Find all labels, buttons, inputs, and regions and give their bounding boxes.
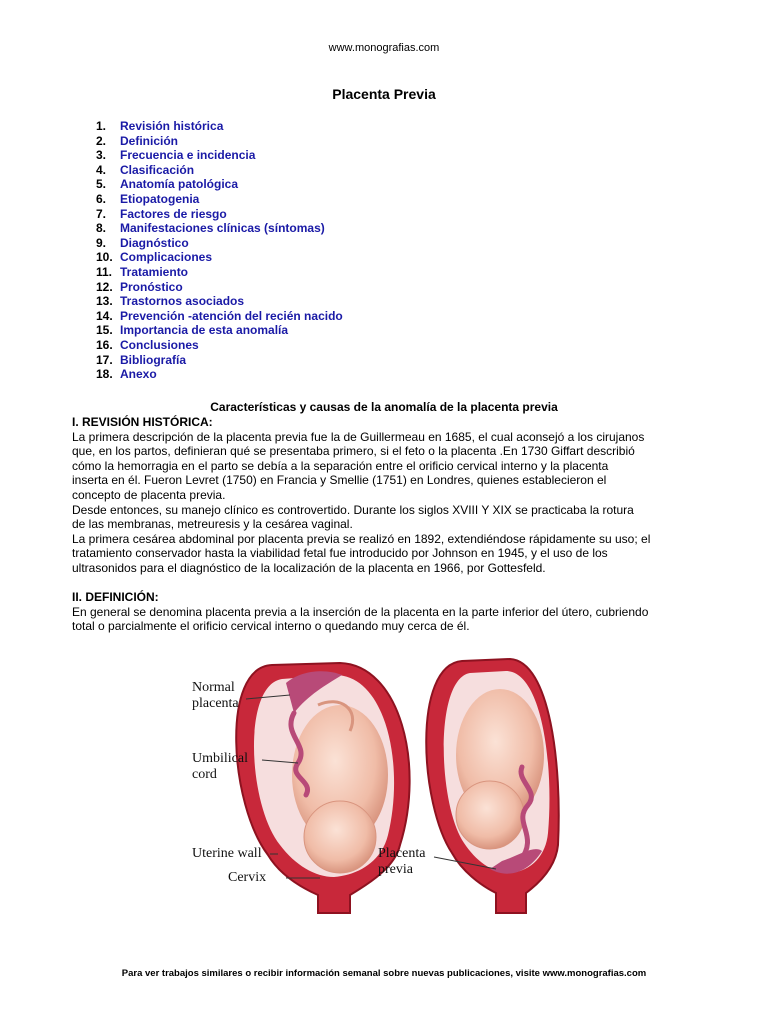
toc-item[interactable]: 10. Complicaciones: [96, 250, 213, 265]
toc-item[interactable]: 16. Conclusiones: [96, 337, 199, 352]
toc-item[interactable]: 6. Etiopatogenia: [96, 191, 200, 206]
label-placenta-previa: Placenta previa: [378, 846, 426, 877]
header-url: www.monografias.com: [328, 42, 440, 54]
paragraph-line: inserta en él. Fueron Levret (1750) en Francia y Smellie (1751) en Londres, quienes establecieron el: [72, 473, 607, 488]
toc-item[interactable]: 7. Factores de riesgo: [96, 206, 227, 221]
table-of-contents: [96, 119, 343, 382]
toc-link[interactable]: Definición: [120, 133, 179, 148]
fetus-head-left: [304, 801, 376, 873]
toc-item[interactable]: 14. Prevención -atención del recién nacido: [96, 308, 343, 323]
toc-item[interactable]: 4. Clasificación: [96, 162, 195, 177]
placenta-illustration: [190, 655, 560, 917]
paragraph-line: tratamiento conservador hasta la viabilidad fetal fue introducido por Johnson en 1945, y el uso de los: [72, 546, 608, 561]
label-normal-placenta: Normal placenta: [192, 680, 239, 711]
paragraph-line: ultrasonidos para el diagnóstico de la localización de la placenta en 1966, por Gottesfeld.: [72, 560, 546, 575]
section-definicion: [72, 590, 702, 634]
toc-link[interactable]: Bibliografía: [120, 352, 187, 367]
toc-link[interactable]: Revisión histórica: [120, 119, 224, 133]
toc-link[interactable]: Complicaciones: [120, 250, 213, 265]
toc-item[interactable]: 15. Importancia de esta anomalía: [96, 323, 289, 338]
toc-link[interactable]: Frecuencia e incidencia: [120, 148, 256, 163]
paragraph-line: concepto de placenta previa.: [72, 487, 226, 502]
paragraph-line: Desde entonces, su manejo clínico es controvertido. Durante los siglos XVIII Y XIX se practicaba la rotura: [72, 502, 634, 517]
toc-item[interactable]: 13. Trastornos asociados: [96, 294, 245, 309]
toc-item[interactable]: 17. Bibliografía: [96, 352, 187, 367]
paragraph-line: total o parcialmente el orificio cervical interno o quedando muy cerca de él.: [72, 619, 470, 634]
paragraph-line: de las membranas, metreuresis y la cesárea vaginal.: [72, 517, 353, 532]
section-revision-historica: [72, 415, 702, 576]
toc-link[interactable]: Trastornos asociados: [120, 294, 245, 309]
toc-link[interactable]: Diagnóstico: [120, 235, 189, 250]
label-uterine-wall: Uterine wall: [192, 846, 262, 861]
toc-item[interactable]: 8. Manifestaciones clínicas (síntomas): [96, 221, 325, 236]
paragraph-line: que, en los partos, definieran qué se presentaba primero, si el feto o la placenta .En 1730 Giffart describió: [72, 444, 635, 459]
fetus-head-right: [456, 781, 524, 849]
paragraph-line: La primera descripción de la placenta previa fue la de Guillermeau en 1685, el cual aconsejó a los cirujanos: [72, 429, 645, 444]
toc-item[interactable]: 1. Revisión histórica: [96, 119, 224, 133]
toc-item[interactable]: 2. Definición: [96, 133, 179, 148]
paragraph-line: La primera cesárea abdominal por placenta previa se realizó en 1892, extendiéndose rápidamente su uso; el: [72, 531, 651, 546]
section-heading: II. DEFINICIÓN:: [72, 590, 159, 604]
paragraph-line: cómo la hemorragia en el parto se debía a la separación entre el orificio cervical interno y la placenta: [72, 458, 609, 473]
section-subtitle: Características y causas de la anomalía de la placenta previa: [210, 400, 558, 414]
toc-link[interactable]: Prevención -atención del recién nacido: [120, 308, 343, 323]
section-heading: I. REVISIÓN HISTÓRICA:: [72, 415, 213, 429]
toc-item[interactable]: 3. Frecuencia e incidencia: [96, 148, 256, 163]
toc-link[interactable]: Factores de riesgo: [120, 206, 227, 221]
toc-link[interactable]: Clasificación: [120, 162, 195, 177]
toc-item[interactable]: 5. Anatomía patológica: [96, 177, 239, 192]
page-title: Placenta Previa: [332, 86, 436, 102]
label-umbilical-cord: Umbilical cord: [192, 751, 248, 782]
toc-link[interactable]: Conclusiones: [120, 337, 199, 352]
footer-note: Para ver trabajos similares o recibir información semanal sobre nuevas publicaciones, visite www.monografias.com: [121, 968, 647, 979]
toc-link[interactable]: Anatomía patológica: [120, 177, 239, 192]
toc-item[interactable]: 18. Anexo: [96, 367, 157, 382]
paragraph-line: En general se denomina placenta previa a la inserción de la placenta en la parte inferior del útero, cubriendo: [72, 604, 649, 619]
toc-item[interactable]: 11. Tratamiento: [96, 264, 189, 279]
toc-item[interactable]: 12. Pronóstico: [96, 279, 183, 294]
toc-link[interactable]: Tratamiento: [120, 264, 189, 279]
toc-link[interactable]: Pronóstico: [120, 279, 183, 294]
toc-link[interactable]: Anexo: [120, 367, 157, 382]
uterus-previa: [426, 659, 558, 913]
toc-link[interactable]: Etiopatogenia: [120, 191, 200, 206]
toc-item[interactable]: 9. Diagnóstico: [96, 235, 189, 250]
toc-link[interactable]: Importancia de esta anomalía: [120, 323, 289, 338]
toc-link[interactable]: Manifestaciones clínicas (síntomas): [120, 221, 325, 236]
label-cervix: Cervix: [228, 870, 267, 885]
